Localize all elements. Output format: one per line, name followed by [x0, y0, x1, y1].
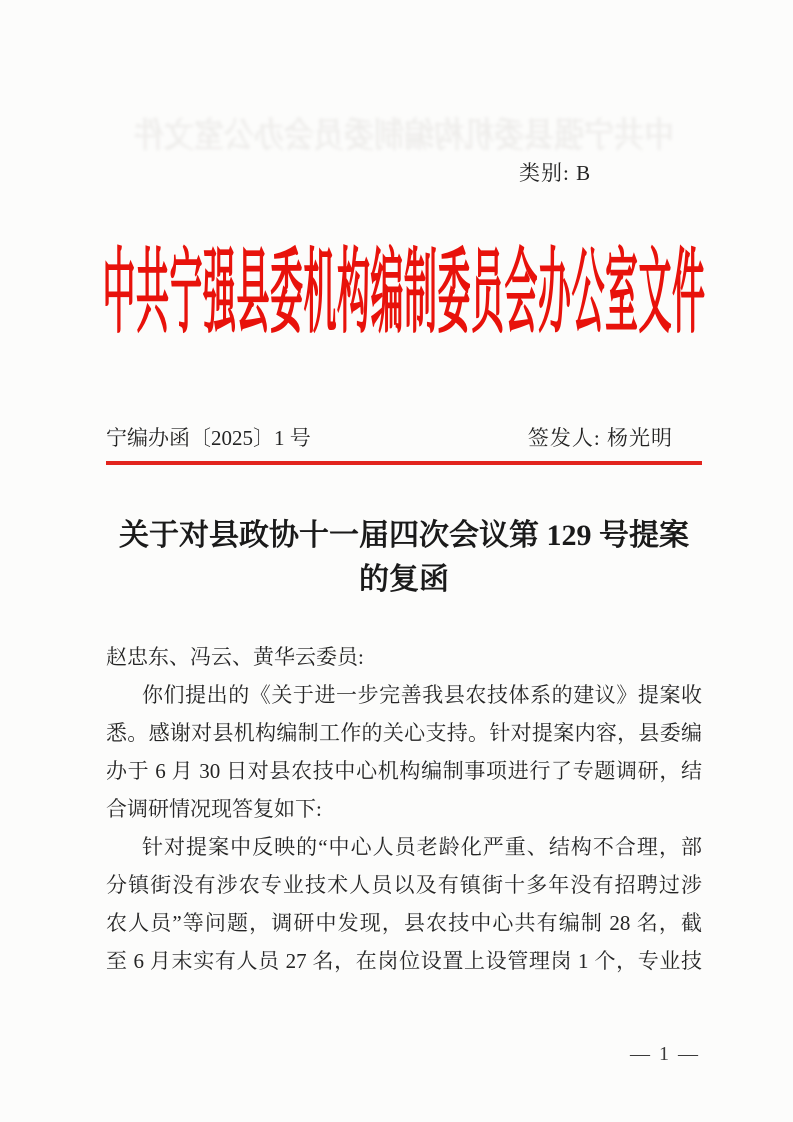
doc-number: 宁编办函〔2025〕1 号 [106, 426, 311, 450]
category-label: 类别: B [519, 161, 592, 185]
document-body [106, 638, 702, 980]
document-title [106, 514, 702, 602]
body-text-line: 针对提案中反映的“中心人员老龄化严重、结构不合理，部 [142, 835, 702, 859]
document-title-line: 的复函 [359, 563, 449, 596]
body-text-line: 分镇街没有涉农专业技术人员以及有镇街十多年没有招聘过涉 [106, 873, 702, 897]
document-red-header [102, 245, 706, 347]
body-text-line: 合调研情况现答复如下: [106, 797, 322, 821]
body-text-line: 农人员”等问题，调研中发现，县农技中心共有编制 28 名，截 [106, 911, 702, 935]
bleedthrough-text: 中共宁强县委机构编制委员会办公室文件 [134, 117, 674, 155]
body-text-line: 悉。感谢对县机构编制工作的关心支持。针对提案内容，县委编 [106, 721, 702, 745]
page-number: — 1 — [630, 1043, 700, 1065]
body-text-line: 办于 6 月 30 日对县农技中心机构编制事项进行了专题调研，结 [106, 759, 702, 783]
header-divider-line [106, 461, 702, 465]
issuing-org-title: 中共宁强县委机构编制委员会办公室文件 [102, 245, 706, 346]
body-text-line: 至 6 月末实有人员 27 名，在岗位设置上设管理岗 1 个，专业技 [106, 949, 702, 973]
issuer-name: 签发人: 杨光明 [527, 426, 673, 450]
document-title-line: 关于对县政协十一届四次会议第 129 号提案 [119, 519, 689, 552]
doc-info-row [106, 422, 702, 452]
body-text-line: 你们提出的《关于进一步完善我县农技体系的建议》提案收 [142, 683, 702, 707]
body-text-line: 赵忠东、冯云、黄华云委员: [106, 645, 364, 669]
